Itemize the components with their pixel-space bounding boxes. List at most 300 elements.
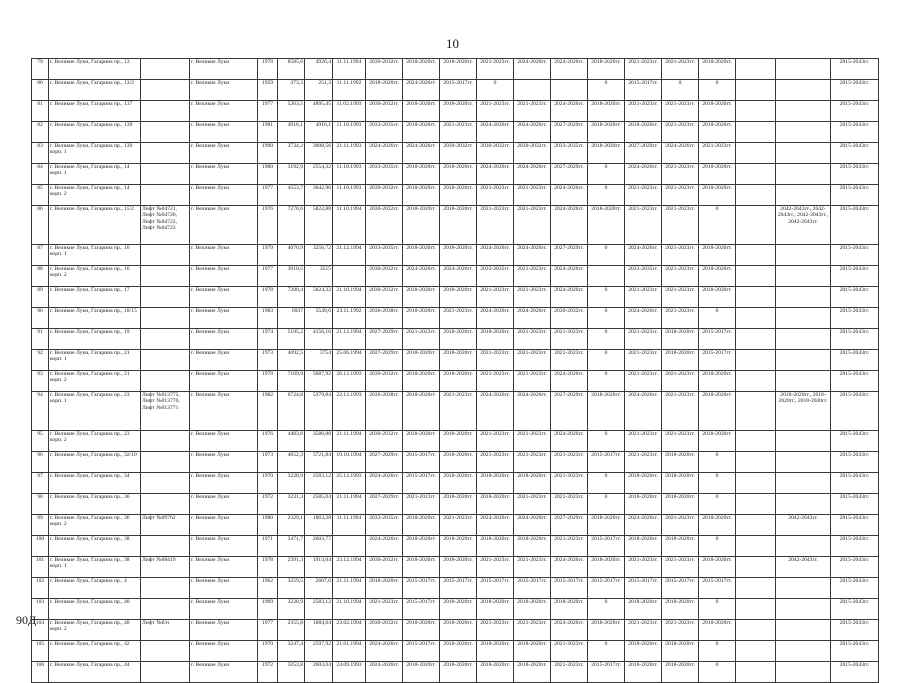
empty-cell xyxy=(736,329,776,350)
town-cell: г. Великие Луки xyxy=(190,494,258,515)
lift-period-cell xyxy=(776,287,831,308)
empty-cell xyxy=(736,245,776,266)
housing-repair-table xyxy=(31,58,879,683)
town-cell: г. Великие Луки xyxy=(190,536,258,557)
period-cell-5: 2021-2023гг. xyxy=(514,620,551,641)
program-period-cell: 2015-2043гг. xyxy=(831,164,879,185)
period-cell-3: 2018-2020гг. xyxy=(440,185,477,206)
period-cell-7: 2015-2017гг. xyxy=(588,536,625,557)
period-cell-6: 2015-2017гг. xyxy=(551,578,588,599)
period-cell-10: 0 xyxy=(699,308,736,329)
lift-period-cell xyxy=(776,164,831,185)
period-cell-8: 2021-2023гг. xyxy=(625,431,662,452)
town-cell: г. Великие Луки xyxy=(190,287,258,308)
year-cell: 1977 xyxy=(258,101,278,122)
empty-cell xyxy=(736,620,776,641)
living-area-cell: 4156,16 xyxy=(305,329,333,350)
period-cell-1: 2033-2035гг. xyxy=(366,245,403,266)
period-cell-10: 2018-2020гг. xyxy=(699,266,736,287)
lifts-cell xyxy=(141,371,190,392)
address-cell: г. Великие Луки, Гагарина пр., 36 xyxy=(49,494,141,515)
period-cell-2: 2018-2020гг. xyxy=(403,536,440,557)
period-cell-8: 2021-2023гг. xyxy=(625,557,662,578)
living-area-cell: 3642,96 xyxy=(305,185,333,206)
table-row xyxy=(32,473,879,494)
period-cell-2: 2024-2026гг. xyxy=(403,80,440,101)
period-cell-5: 2021-2023гг. xyxy=(514,266,551,287)
period-cell-4: 2024-2026гг. xyxy=(477,245,514,266)
period-cell-8: 2018-2020гг. xyxy=(625,536,662,557)
period-cell-8: 2024-2026гг. xyxy=(625,164,662,185)
period-cell-3: 2018-2020гг. xyxy=(440,536,477,557)
table-row xyxy=(32,557,879,578)
row-number: 81 xyxy=(32,101,49,122)
empty-cell xyxy=(736,494,776,515)
page-number: 10 xyxy=(446,36,459,51)
living-area-cell: 4926,4 xyxy=(305,59,333,80)
period-cell-1: 2030-2032гг. xyxy=(366,206,403,245)
period-cell-7: 2015-2017гг. xyxy=(588,662,625,683)
row-number: 104 xyxy=(32,620,49,641)
period-cell-9: 2021-2023гг. xyxy=(662,122,699,143)
period-cell-9: 2021-2023гг. xyxy=(662,245,699,266)
period-cell-10: 0 xyxy=(699,494,736,515)
program-period-cell: 2015-2043гг. xyxy=(831,641,879,662)
period-cell-4: 2018-2020гг. xyxy=(477,536,514,557)
period-cell-10: 0 xyxy=(699,662,736,683)
lifts-cell xyxy=(141,143,190,164)
living-area-cell: 5824,32 xyxy=(305,287,333,308)
period-cell-4: 2018-2020гг. xyxy=(477,329,514,350)
period-cell-10: 0 xyxy=(699,599,736,620)
period-cell-6: 2024-2026гг. xyxy=(551,371,588,392)
total-area-cell: 4916,1 xyxy=(278,122,305,143)
period-cell-7: 0 xyxy=(588,494,625,515)
living-area-cell: 4895,45 xyxy=(305,101,333,122)
address-cell: г. Великие Луки, Гагарина пр., 139 корп. 1 xyxy=(49,143,141,164)
year-cell: 1969 xyxy=(258,599,278,620)
period-cell-9: 2018-2020гг. xyxy=(662,662,699,683)
period-cell-4: 0 xyxy=(477,80,514,101)
row-number: 82 xyxy=(32,122,49,143)
period-cell-10: 0 xyxy=(699,80,736,101)
table-body xyxy=(32,59,879,683)
lifts-cell: Лифт №б/н xyxy=(141,620,190,641)
address-cell: г. Великие Луки, Гагарина пр., 16 корп. 2 xyxy=(49,266,141,287)
lifts-cell xyxy=(141,287,190,308)
town-cell: г. Великие Луки xyxy=(190,308,258,329)
period-cell-5: 2021-2023гг. xyxy=(514,431,551,452)
period-cell-10: 2018-2020гг. xyxy=(699,371,736,392)
year-cell: 1978 xyxy=(258,59,278,80)
period-cell-1: 2033-2035гг. xyxy=(366,164,403,185)
town-cell: г. Великие Луки xyxy=(190,578,258,599)
address-cell: г. Великие Луки, Гагарина пр., 15/2 xyxy=(49,206,141,245)
address-cell: г. Великие Луки, Гагарина пр., 32/10 xyxy=(49,452,141,473)
total-area-cell: 3910,5 xyxy=(278,266,305,287)
lifts-cell xyxy=(141,101,190,122)
period-cell-10: 2018-2020гг. xyxy=(699,59,736,80)
living-area-cell: 3721,84 xyxy=(305,452,333,473)
period-cell-4: 2021-2023гг. xyxy=(477,620,514,641)
period-cell-7: 2015-2017гг. xyxy=(588,578,625,599)
empty-cell xyxy=(736,557,776,578)
period-cell-9: 2021-2023гг. xyxy=(662,185,699,206)
address-cell: г. Великие Луки, Гагарина пр., 137 xyxy=(49,101,141,122)
period-cell-3: 2021-2023гг. xyxy=(440,308,477,329)
period-cell-6: 2018-2020гг. xyxy=(551,599,588,620)
date-cell: 21.11.1994 xyxy=(333,578,366,599)
row-number: 92 xyxy=(32,350,49,371)
period-cell-9: 2024-2026гг. xyxy=(662,143,699,164)
period-cell-8: 2021-2023гг. xyxy=(625,185,662,206)
period-cell-3: 2024-2026гг. xyxy=(440,266,477,287)
period-cell-3: 2018-2020гг. xyxy=(440,620,477,641)
row-number: 95 xyxy=(32,431,49,452)
date-cell: 11.11.1994 xyxy=(333,515,366,536)
lift-period-cell xyxy=(776,662,831,683)
address-cell: г. Великие Луки, Гагарина пр., 40 корп. 2 xyxy=(49,620,141,641)
period-cell-4: 2021-2023гг. xyxy=(477,101,514,122)
program-period-cell: 2015-2043гг. xyxy=(831,431,879,452)
year-cell: 1962 xyxy=(258,578,278,599)
program-period-cell: 2015-2043гг. xyxy=(831,266,879,287)
year-cell: 1978 xyxy=(258,557,278,578)
lift-period-cell xyxy=(776,350,831,371)
period-cell-2: 2018-2020гг. xyxy=(403,206,440,245)
date-cell: 11.10.1993 xyxy=(333,164,366,185)
period-cell-9: 2021-2023гг. xyxy=(662,515,699,536)
period-cell-9: 2018-2020гг. xyxy=(662,641,699,662)
address-cell: г. Великие Луки, Гагарина пр., 17 xyxy=(49,287,141,308)
period-cell-4: 2021-2023гг. xyxy=(477,185,514,206)
period-cell-3: 2018-2020гг. xyxy=(440,641,477,662)
empty-cell xyxy=(736,431,776,452)
period-cell-1: 2024-2026гг. xyxy=(366,473,403,494)
period-cell-2: 2018-2020гг. xyxy=(403,350,440,371)
period-cell-5: 2021-2023гг. xyxy=(514,206,551,245)
period-cell-5 xyxy=(514,80,551,101)
living-area-cell: 5549,6 xyxy=(305,308,333,329)
period-cell-7: 0 xyxy=(588,431,625,452)
period-cell-5: 2024-2026гг. xyxy=(514,308,551,329)
period-cell-3: 2018-2020гг. xyxy=(440,101,477,122)
town-cell: г. Великие Луки xyxy=(190,620,258,641)
period-cell-1: 2021-2023гг. xyxy=(366,599,403,620)
town-cell: г. Великие Луки xyxy=(190,101,258,122)
period-cell-8: 2018-2020гг. xyxy=(625,473,662,494)
table-row xyxy=(32,494,879,515)
total-area-cell: 2355,8 xyxy=(278,620,305,641)
period-cell-10: 2018-2020гг. xyxy=(699,287,736,308)
year-cell: 1983 xyxy=(258,308,278,329)
empty-cell xyxy=(736,350,776,371)
table-row xyxy=(32,185,879,206)
living-area-cell: 2583,12 xyxy=(305,473,333,494)
total-area-cell: 6724,8 xyxy=(278,392,305,431)
town-cell: г. Великие Луки xyxy=(190,452,258,473)
period-cell-10: 2018-2020гг. xyxy=(699,515,736,536)
town-cell: г. Великие Луки xyxy=(190,122,258,143)
row-number: 101 xyxy=(32,557,49,578)
lifts-cell xyxy=(141,164,190,185)
row-number: 83 xyxy=(32,143,49,164)
period-cell-5: 2021-2023гг. xyxy=(514,329,551,350)
row-number: 98 xyxy=(32,494,49,515)
period-cell-7: 2018-2020гг. xyxy=(588,59,625,80)
period-cell-7: 0 xyxy=(588,164,625,185)
period-cell-2: 2018-2020гг. xyxy=(403,164,440,185)
year-cell: 1959 xyxy=(258,80,278,101)
address-cell: г. Великие Луки, Гагарина пр., 16 корп. 1 xyxy=(49,245,141,266)
period-cell-5: 2018-2020гг. xyxy=(514,641,551,662)
period-cell-4: 2018-2020гг. xyxy=(477,494,514,515)
period-cell-9: 2018-2020гг. xyxy=(662,452,699,473)
period-cell-7: 0 xyxy=(588,350,625,371)
total-area-cell: 2391,3 xyxy=(278,557,305,578)
period-cell-2: 2018-2020гг. xyxy=(403,122,440,143)
row-number: 90 xyxy=(32,308,49,329)
year-cell: 1981 xyxy=(258,122,278,143)
program-period-cell: 2015-2043гг. xyxy=(831,578,879,599)
year-cell: 1979 xyxy=(258,245,278,266)
lift-period-cell: 2042-2043гг. xyxy=(776,557,831,578)
period-cell-10: 0 xyxy=(699,473,736,494)
period-cell-9: 2021-2023гг. xyxy=(662,287,699,308)
address-cell: г. Великие Луки, Гагарина пр., 4 xyxy=(49,578,141,599)
table-row xyxy=(32,620,879,641)
lifts-cell xyxy=(141,80,190,101)
table-row xyxy=(32,122,879,143)
period-cell-7: 0 xyxy=(588,308,625,329)
total-area-cell: 2329,1 xyxy=(278,515,305,536)
period-cell-2: 2018-2020гг. xyxy=(403,308,440,329)
period-cell-4: 2015-2017гг. xyxy=(477,578,514,599)
period-cell-4: 2024-2026гг. xyxy=(477,392,514,431)
row-number: 105 xyxy=(32,641,49,662)
year-cell: 1980 xyxy=(258,515,278,536)
program-period-cell: 2015-2043гг. xyxy=(831,557,879,578)
period-cell-2: 2015-2017гг. xyxy=(403,641,440,662)
lift-period-cell xyxy=(776,452,831,473)
living-area-cell: 2585,04 xyxy=(305,494,333,515)
table-row xyxy=(32,515,879,536)
period-cell-2: 2018-2020гг. xyxy=(403,620,440,641)
table-row xyxy=(32,599,879,620)
year-cell: 1973 xyxy=(258,350,278,371)
total-area-cell: 4692,5 xyxy=(278,350,305,371)
period-cell-7: 2018-2020гг. xyxy=(588,620,625,641)
table-row xyxy=(32,329,879,350)
town-cell: г. Великие Луки xyxy=(190,206,258,245)
period-cell-4: 2021-2023гг. xyxy=(477,59,514,80)
address-cell: г. Великие Луки, Гагарина пр., 23 корп. 1 xyxy=(49,392,141,431)
row-number: 99 xyxy=(32,515,49,536)
period-cell-5: 2021-2023гг. xyxy=(514,452,551,473)
lifts-cell xyxy=(141,536,190,557)
period-cell-2: 2018-2020гг. xyxy=(403,392,440,431)
period-cell-6: 2027-2029гг. xyxy=(551,245,588,266)
program-period-cell: 2015-2043гг. xyxy=(831,143,879,164)
year-cell: 1978 xyxy=(258,371,278,392)
row-number: 106 xyxy=(32,662,49,683)
period-cell-7: 0 xyxy=(588,245,625,266)
lifts-cell xyxy=(141,431,190,452)
period-cell-1: 2027-2029гг. xyxy=(366,329,403,350)
period-cell-1: 2036-2038гг. xyxy=(366,392,403,431)
lift-period-cell xyxy=(776,122,831,143)
living-area-cell: 2583,12 xyxy=(305,599,333,620)
period-cell-5: 2024-2026гг. xyxy=(514,164,551,185)
period-cell-3: 2030-2032гг. xyxy=(440,143,477,164)
program-period-cell: 2015-2043гг. xyxy=(831,515,879,536)
period-cell-6: 2021-2023гг. xyxy=(551,452,588,473)
period-cell-1: 2030-2032гг. xyxy=(366,287,403,308)
table-row xyxy=(32,101,879,122)
living-area-cell: 2603,77 xyxy=(305,536,333,557)
date-cell: 25.12.1993 xyxy=(333,473,366,494)
total-area-cell: 3734,2 xyxy=(278,143,305,164)
period-cell-10: 0 xyxy=(699,206,736,245)
total-area-cell: 4483,6 xyxy=(278,431,305,452)
period-cell-8: 2024-2026гг. xyxy=(625,392,662,431)
year-cell: 1990 xyxy=(258,143,278,164)
period-cell-2: 2018-2020гг. xyxy=(403,245,440,266)
town-cell: г. Великие Луки xyxy=(190,329,258,350)
date-cell: 21.12.1994 xyxy=(333,245,366,266)
living-area-cell: 5687,92 xyxy=(305,371,333,392)
town-cell: г. Великие Луки xyxy=(190,371,258,392)
period-cell-8: 2021-2023гг. xyxy=(625,59,662,80)
date-cell: 21.10.1994 xyxy=(333,287,366,308)
date-cell: 23.11.1992 xyxy=(333,308,366,329)
period-cell-10: 0 xyxy=(699,452,736,473)
period-cell-3: 2015-2017гг. xyxy=(440,80,477,101)
period-cell-6: 2024-2026гг. xyxy=(551,185,588,206)
living-area-cell: 251,3 xyxy=(305,80,333,101)
lifts-cell: Лифт №04721, Лифт №04720, Лифт №04722, Лифт №04723 xyxy=(141,206,190,245)
living-area-cell: 3515 xyxy=(305,266,333,287)
program-period-cell: 2015-2043гг. xyxy=(831,350,879,371)
lifts-cell: Лифт №09762 xyxy=(141,515,190,536)
row-number: 84 xyxy=(32,164,49,185)
lift-period-cell: 2042-2043гг., 2042-2043гг., 2042-2043гг., 2042-2043гг. xyxy=(776,206,831,245)
period-cell-2: 2018-2020гг. xyxy=(403,59,440,80)
period-cell-1: 2018-2020гг. xyxy=(366,80,403,101)
lift-period-cell xyxy=(776,266,831,287)
town-cell: г. Великие Луки xyxy=(190,143,258,164)
empty-cell xyxy=(736,515,776,536)
program-period-cell: 2015-2043гг. xyxy=(831,59,879,80)
period-cell-10: 2018-2020гг. xyxy=(699,101,736,122)
period-cell-2: 2024-2026гг. xyxy=(403,143,440,164)
period-cell-4: 2024-2026гг. xyxy=(477,308,514,329)
total-area-cell: 3228,9 xyxy=(278,599,305,620)
row-number: 93 xyxy=(32,371,49,392)
town-cell: г. Великие Луки xyxy=(190,473,258,494)
lift-period-cell xyxy=(776,536,831,557)
period-cell-5: 2024-2026гг. xyxy=(514,392,551,431)
date-cell xyxy=(333,266,366,287)
period-cell-4: 2021-2023гг. xyxy=(477,452,514,473)
period-cell-9: 2021-2023гг. xyxy=(662,206,699,245)
period-cell-6: 2021-2023гг. xyxy=(551,536,588,557)
town-cell: г. Великие Луки xyxy=(190,245,258,266)
period-cell-9: 2021-2023гг. xyxy=(662,371,699,392)
living-area-cell: 2597,92 xyxy=(305,641,333,662)
lift-period-cell xyxy=(776,308,831,329)
town-cell: г. Великие Луки xyxy=(190,266,258,287)
date-cell: 11.10.1994 xyxy=(333,206,366,245)
period-cell-8: 2021-2023гг. xyxy=(625,350,662,371)
lifts-cell: Лифт №013772, Лифт №013770, Лифт №013771 xyxy=(141,392,190,431)
lifts-cell xyxy=(141,185,190,206)
program-period-cell: 2015-2043гг. xyxy=(831,620,879,641)
period-cell-8: 2033-2035гг. xyxy=(625,266,662,287)
period-cell-3: 2018-2020гг. xyxy=(440,452,477,473)
lift-period-cell xyxy=(776,578,831,599)
address-cell: г. Великие Луки, Гагарина пр., 42 xyxy=(49,641,141,662)
address-cell: г. Великие Луки, Гагарина пр., 36 корп. 2 xyxy=(49,515,141,536)
lift-period-cell xyxy=(776,80,831,101)
empty-cell xyxy=(736,122,776,143)
table-row xyxy=(32,452,879,473)
town-cell: г. Великие Луки xyxy=(190,164,258,185)
lifts-cell xyxy=(141,266,190,287)
total-area-cell: 5195,2 xyxy=(278,329,305,350)
lifts-cell xyxy=(141,578,190,599)
period-cell-8: 2021-2023гг. xyxy=(625,371,662,392)
row-number: 86 xyxy=(32,206,49,245)
period-cell-1: 2033-2035гг. xyxy=(366,122,403,143)
period-cell-2: 2018-2020гг. xyxy=(403,101,440,122)
period-cell-4: 2033-2035гг. xyxy=(477,266,514,287)
period-cell-6: 2024-2026гг. xyxy=(551,620,588,641)
period-cell-6: 2033-2035гг. xyxy=(551,143,588,164)
period-cell-8: 2018-2020гг. xyxy=(625,662,662,683)
period-cell-2: 2018-2020гг. xyxy=(403,287,440,308)
period-cell-3: 2018-2020гг. xyxy=(440,350,477,371)
table-row xyxy=(32,80,879,101)
total-area-cell: 3228,9 xyxy=(278,473,305,494)
total-area-cell: 3259,5 xyxy=(278,578,305,599)
period-cell-10: 2018-2020гг. xyxy=(699,620,736,641)
period-cell-10: 2018-2020гг. xyxy=(699,245,736,266)
period-cell-9: 2021-2023гг. xyxy=(662,59,699,80)
period-cell-3: 2018-2020гг. xyxy=(440,59,477,80)
period-cell-2: 2021-2023гг. xyxy=(403,329,440,350)
living-area-cell: 4916,1 xyxy=(305,122,333,143)
period-cell-3: 2018-2020гг. xyxy=(440,245,477,266)
period-cell-7: 2018-2020гг. xyxy=(588,557,625,578)
period-cell-9: 2021-2023гг. xyxy=(662,308,699,329)
period-cell-9: 2018-2020гг. xyxy=(662,329,699,350)
lifts-cell xyxy=(141,662,190,683)
empty-cell xyxy=(736,287,776,308)
address-cell: г. Великие Луки, Гагарина пр., 19 xyxy=(49,329,141,350)
period-cell-10: 2021-2023гг. xyxy=(699,143,736,164)
empty-cell xyxy=(736,578,776,599)
living-area-cell: 3586,88 xyxy=(305,431,333,452)
period-cell-6: 2024-2026гг. xyxy=(551,557,588,578)
period-cell-6: 2021-2023гг. xyxy=(551,473,588,494)
date-cell: 25.06.1994 xyxy=(333,350,366,371)
period-cell-7: 2018-2020гг. xyxy=(588,515,625,536)
date-cell: 11.02.1993 xyxy=(333,101,366,122)
lift-period-cell xyxy=(776,245,831,266)
town-cell: г. Великие Луки xyxy=(190,662,258,683)
period-cell-7: 2018-2020гг. xyxy=(588,122,625,143)
